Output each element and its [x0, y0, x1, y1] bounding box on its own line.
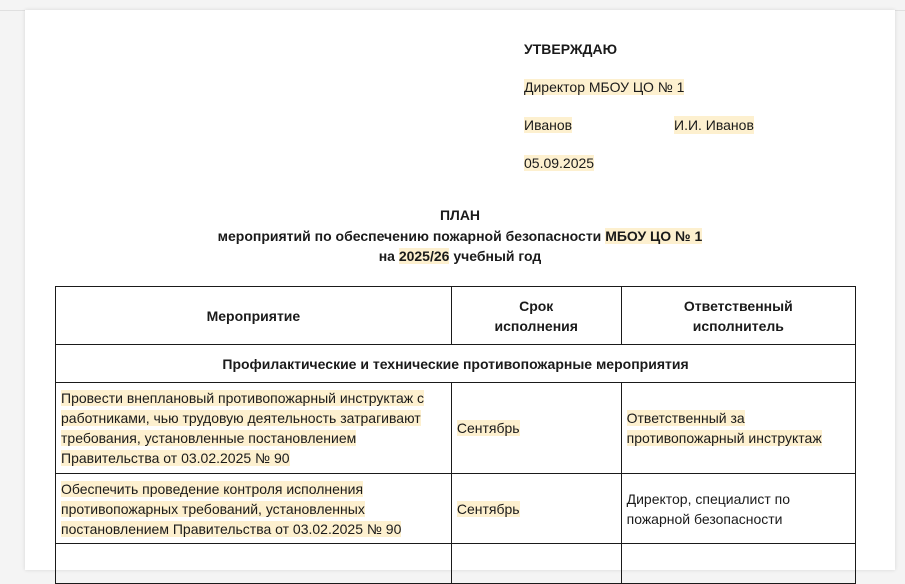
header-responsible [621, 287, 855, 345]
table-row [56, 474, 856, 544]
row-term: Сентябрь [456, 500, 520, 517]
header-event: Мероприятие [56, 287, 452, 345]
approval-signature: Иванов [524, 117, 573, 133]
approval-title: УТВЕРЖДАЮ [524, 41, 618, 57]
header-resp-line2: исполнитель [692, 317, 784, 334]
row-responsible-cell [621, 544, 855, 584]
plan-year-line [25, 246, 895, 266]
section-title: Профилактические и технические противопожарные мероприятия [56, 345, 856, 383]
plan-year: 2025/26 [398, 248, 450, 264]
row-term: Сентябрь [456, 420, 520, 436]
plan-year-suffix: учебный год [453, 248, 542, 264]
row-term-cell [451, 544, 621, 584]
header-term-line1: Срок [519, 297, 554, 314]
table-row [56, 383, 856, 474]
plan-subtitle [25, 226, 895, 246]
plan-subtitle-prefix: мероприятий по обеспечению пожарной безопасности [217, 228, 602, 244]
table-row-partial [56, 544, 856, 584]
row-term-cell [451, 474, 621, 544]
header-resp-line1: Ответственный [683, 297, 793, 314]
row-responsible: Директор, специалист по пожарной безопасности [626, 490, 791, 527]
approval-date-text: 05.09.2025 [524, 155, 595, 171]
section-row [56, 345, 856, 383]
approval-initials: И.И. Иванов [674, 117, 754, 133]
document-page [25, 10, 895, 570]
row-responsible: Ответственный за противопожарный инструктаж [626, 410, 822, 446]
plan-title: ПЛАН [439, 207, 481, 223]
approval-position-text: Директор МБОУ ЦО № 1 [524, 79, 685, 95]
row-event-cell [56, 474, 452, 544]
row-responsible-cell [621, 474, 855, 544]
row-event-cell [56, 544, 452, 584]
plan-year-prefix: на [378, 248, 395, 264]
approval-signature-line [524, 116, 764, 134]
plan-org: МБОУ ЦО № 1 [605, 228, 703, 244]
row-responsible-cell [621, 383, 855, 474]
table-header-row [56, 287, 856, 345]
approval-position [524, 78, 684, 96]
row-event-cell [56, 383, 452, 474]
header-term [451, 287, 621, 345]
header-term-line2: исполнения [494, 317, 578, 334]
approval-date [524, 154, 594, 172]
row-term-cell [451, 383, 621, 474]
plan-table [55, 286, 856, 584]
row-event: Провести внеплановый противопожарный инструктаж с работниками, чью трудовую деятельность затрагивают требования, установленные постановлением Правительства от 03.02.2025 № 90 [61, 390, 425, 466]
row-event: Обеспечить проведение контроля исполнения противопожарных требований, установленных постановлением Правительства от 03.02.2025 № 90 [61, 480, 402, 537]
